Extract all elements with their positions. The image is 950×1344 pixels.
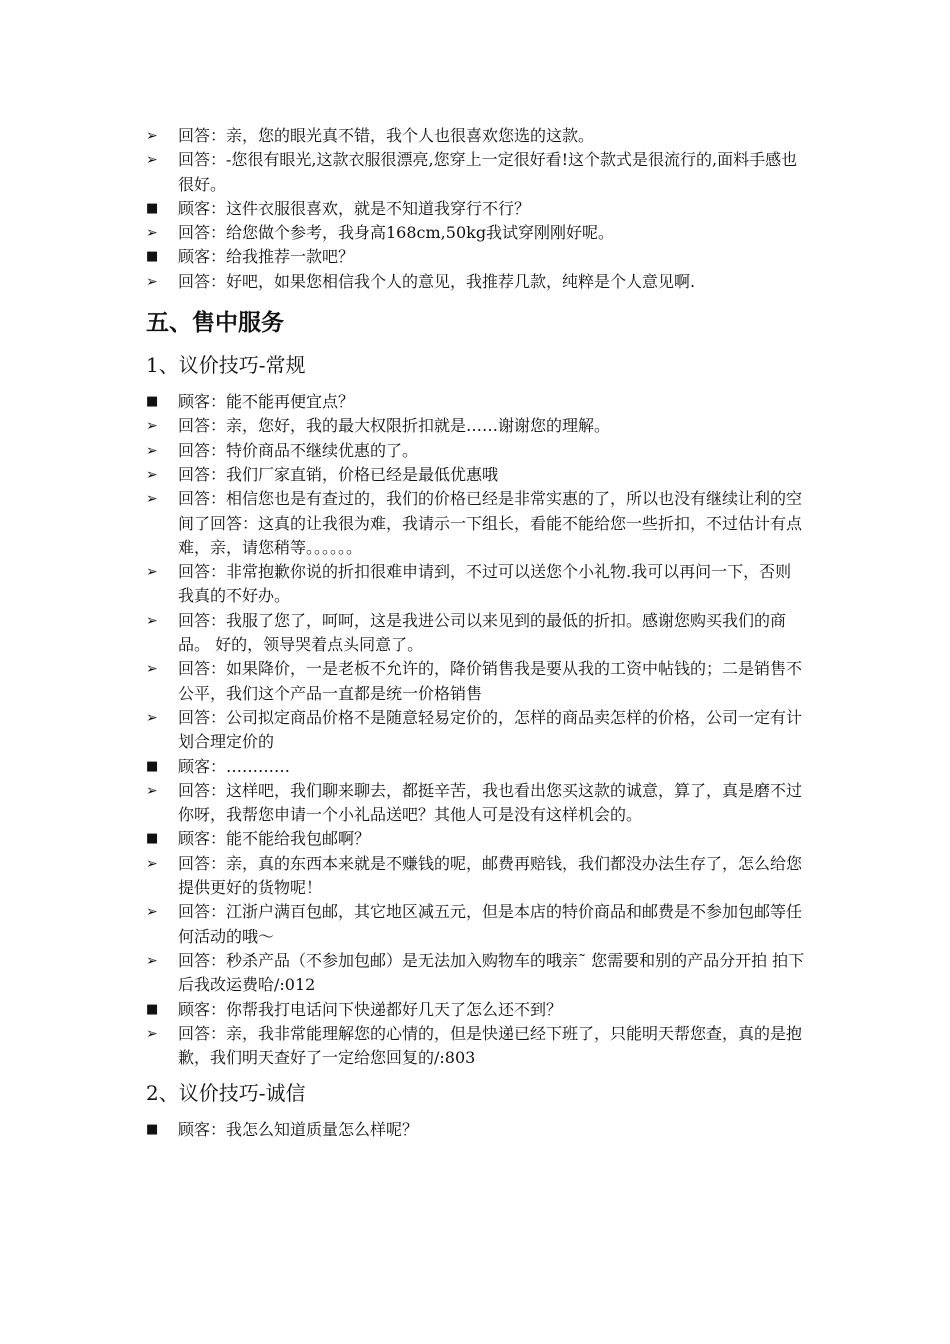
line-text: 回答：给您做个参考，我身高168cm,50kg我试穿刚刚好呢。 (178, 223, 615, 243)
arrow-bullet-icon: ➢ (146, 904, 158, 921)
arrow-bullet-icon: ➢ (146, 128, 158, 144)
arrow-bullet-icon: ➢ (146, 273, 158, 290)
line-text: 回答：公司拟定商品价格不是随意轻易定价的，怎样的商品卖怎样的价格，公司一定有计划合理定价的 (178, 707, 803, 752)
line-text: 回答：亲，您的眼光真不错，我个人也很喜欢您选的这款。 (178, 126, 595, 145)
line-text: 回答：亲，您好，我的最大权限折扣就是……谢谢您的理解。 (178, 416, 611, 436)
square-bullet-icon: ■ (146, 200, 159, 216)
line-text: 回答：非常抱歉你说的折扣很难申请到，不过可以送您个小礼物.我可以再问一下，否则我真的不好办。 (178, 562, 792, 606)
answer-line (146, 148, 806, 197)
line-text: 回答：-您很有眼光,这款衣服很漂亮,您穿上一定很好看!这个款式是很流行的,面料手感也很好。 (178, 150, 798, 194)
customer-line (146, 998, 806, 1022)
answer-line (146, 124, 806, 148)
arrow-bullet-icon: ➢ (146, 1025, 158, 1042)
line-text: 回答：我服了您了，呵呵，这是我进公司以来见到的最低的折扣。感谢您购买我们的商品。 好的，领导哭着点头同意了。 (178, 610, 787, 655)
square-bullet-icon: ■ (146, 1122, 159, 1138)
customer-line (146, 197, 806, 221)
line-text: 顾客：我怎么知道质量怎么样呢？ (178, 1120, 419, 1140)
arrow-bullet-icon: ➢ (146, 491, 158, 508)
line-text: 顾客：………… (178, 756, 291, 776)
line-text: 顾客：能不能再便宜点？ (178, 392, 355, 412)
arrow-bullet-icon: ➢ (146, 564, 158, 581)
subsection-1-list (146, 390, 806, 1070)
arrow-bullet-icon: ➢ (146, 612, 158, 629)
customer-line (146, 827, 806, 851)
arrow-bullet-icon: ➢ (146, 225, 158, 242)
line-text: 回答：好吧，如果您相信我个人的意见，我推荐几款，纯粹是个人意见啊. (178, 271, 696, 291)
line-text: 回答：我们厂家直销，价格已经是最低优惠哦 (178, 464, 499, 484)
line-text: 回答：亲，我非常能理解您的心情的，但是快递已经下班了，只能明天帮您查，真的是抱歉，我们明天查好了一定给您回复的/:803 (178, 1023, 803, 1068)
arrow-bullet-icon: ➢ (146, 442, 158, 459)
square-bullet-icon: ■ (146, 831, 159, 847)
arrow-bullet-icon: ➢ (146, 152, 158, 169)
answer-line (146, 1022, 806, 1071)
answer-line (146, 487, 806, 560)
intro-list (146, 124, 806, 294)
customer-line (146, 755, 806, 779)
arrow-bullet-icon: ➢ (146, 661, 158, 678)
answer-line (146, 221, 806, 245)
line-text: 顾客：你帮我打电话问下快递都好几天了怎么还不到？ (178, 999, 563, 1019)
answer-line (146, 414, 806, 438)
arrow-bullet-icon: ➢ (146, 782, 158, 799)
line-text: 顾客：给我推荐一款吧？ (178, 247, 355, 267)
line-text: 回答：相信您也是有查过的，我们的价格已经是非常实惠的了，所以也没有继续让利的空间了回答：这真的让我很为难，我请示一下组长，看能不能给您一些折扣，不过估计有点难，亲，请您稍等。。。。。。 (178, 489, 803, 557)
arrow-bullet-icon: ➢ (146, 466, 158, 483)
answer-line (146, 609, 806, 658)
answer-line (146, 439, 806, 463)
document-content (146, 124, 806, 1143)
square-bullet-icon: ■ (146, 249, 159, 265)
answer-line (146, 560, 806, 609)
line-text: 顾客：这件衣服很喜欢，就是不知道我穿行不行？ (178, 198, 531, 218)
arrow-bullet-icon: ➢ (146, 709, 158, 726)
answer-line (146, 657, 806, 706)
arrow-bullet-icon: ➢ (146, 952, 158, 969)
customer-line (146, 245, 806, 269)
line-text: 顾客：能不能给我包邮啊？ (178, 829, 371, 849)
section-title: 五、售中服务 (146, 310, 284, 337)
subsection-title-2: 2、议价技巧-诚信 (146, 1081, 306, 1106)
arrow-bullet-icon: ➢ (146, 418, 158, 435)
square-bullet-icon: ■ (146, 1001, 159, 1017)
answer-line (146, 900, 806, 949)
subsection-title-1: 1、议价技巧-常规 (146, 353, 306, 378)
answer-line (146, 852, 806, 901)
square-bullet-icon: ■ (146, 394, 159, 410)
answer-line (146, 779, 806, 828)
answer-line (146, 270, 806, 294)
line-text: 回答：亲，真的东西本来就是不赚钱的呢，邮费再赔钱，我们都没办法生存了，怎么给您提供更好的货物呢！ (178, 853, 803, 898)
subsection-2-list (146, 1118, 806, 1142)
square-bullet-icon: ■ (146, 758, 159, 774)
line-text: 回答：这样吧，我们聊来聊去，都挺辛苦，我也看出您买这款的诚意，算了，真是磨不过你呀，我帮您申请一个小礼品送吧？其他人可是没有这样机会的。 (178, 780, 803, 825)
answer-line (146, 949, 806, 998)
line-text: 回答：特价商品不继续优惠的了。 (178, 440, 419, 460)
answer-line (146, 463, 806, 487)
customer-line (146, 1118, 806, 1142)
line-text: 回答：江浙户满百包邮，其它地区减五元，但是本店的特价商品和邮费是不参加包邮等任何活动的哦～ (178, 902, 803, 946)
line-text: 回答：如果降价，一是老板不允许的，降价销售我是要从我的工资中帖钱的；二是销售不公平，我们这个产品一直都是统一价格销售 (178, 659, 803, 703)
arrow-bullet-icon: ➢ (146, 855, 158, 872)
line-text: 回答：秒杀产品（不参加包邮）是无法加入购物车的哦亲˜ 您需要和别的产品分开拍 拍下后我改运费哈/:012 (178, 950, 805, 995)
customer-line (146, 390, 806, 414)
answer-line (146, 706, 806, 755)
